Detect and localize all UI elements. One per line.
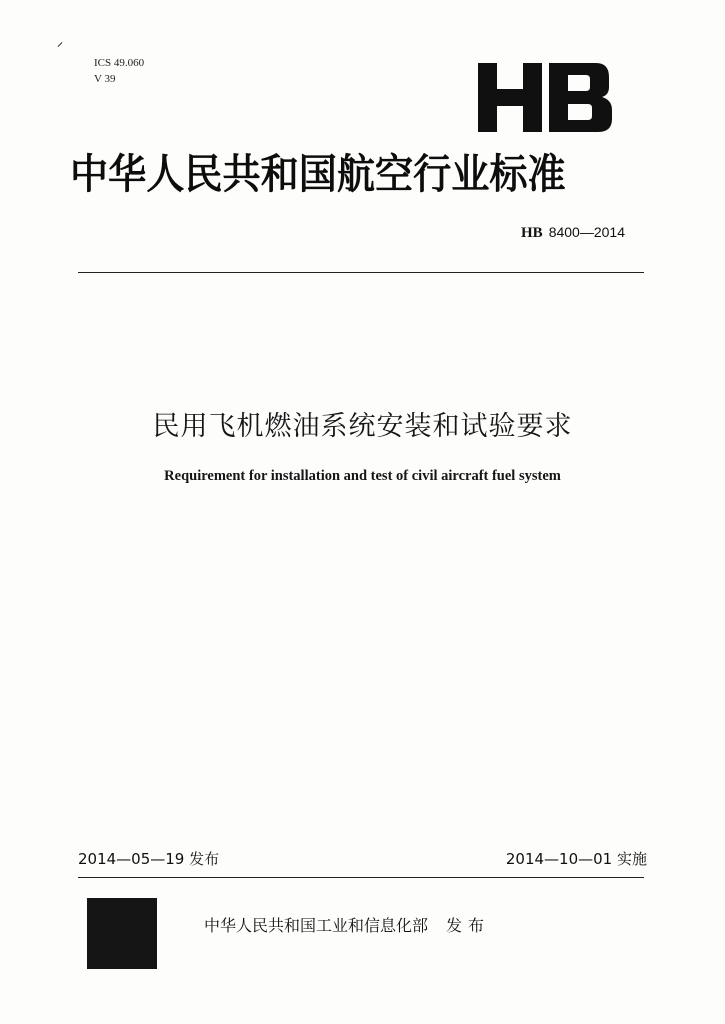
standard-prefix: HB (521, 225, 543, 241)
standard-number (521, 224, 625, 242)
standard-code: 8400—2014 (548, 224, 625, 240)
hb-logo (478, 63, 612, 132)
classification-codes (94, 55, 144, 87)
issue-date: 2014—05—19 发布 (78, 850, 220, 868)
footer-divider (78, 877, 644, 878)
document-title-chinese: 民用飞机燃油系统安装和试验要求 (152, 411, 573, 442)
publisher-line (204, 913, 490, 936)
pen-mark (58, 42, 63, 47)
header-divider (78, 272, 644, 273)
publisher-verb: 发布 (446, 916, 491, 935)
document-title-english: Requirement for installation and test of civil aircraft fuel system (164, 468, 561, 484)
ccs-code: V 39 (94, 73, 116, 85)
publisher-emblem-block (87, 898, 157, 969)
ics-code: ICS 49.060 (94, 57, 145, 69)
implementation-date: 2014—10—01 实施 (505, 850, 647, 868)
publisher-name: 中华人民共和国工业和信息化部 (204, 916, 429, 935)
national-standard-title: 中华人民共和国航空行业标准 (70, 150, 566, 198)
